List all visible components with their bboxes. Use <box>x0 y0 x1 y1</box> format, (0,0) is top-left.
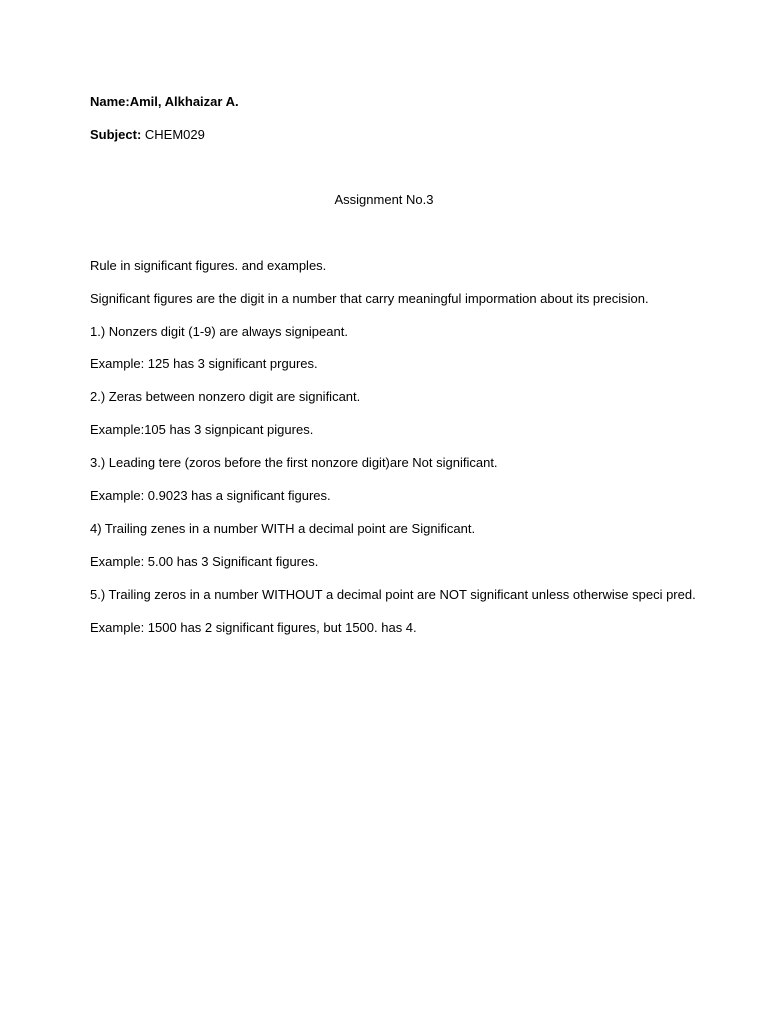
rule-4: 4) Trailing zenes in a number WITH a decimal point are Significant. <box>90 521 476 536</box>
example-3: Example: 0.9023 has a significant figures. <box>90 488 331 503</box>
student-name: Name:Amil, Alkhaizar A. <box>90 94 239 109</box>
example-2: Example:105 has 3 signpicant pigures. <box>90 422 314 437</box>
rule-5: 5.) Trailing zeros in a number WITHOUT a decimal point are NOT significant unless otherwise speci pred. <box>90 587 696 602</box>
paragraph-intro-heading: Rule in significant figures. and examples. <box>90 258 327 273</box>
assignment-title: Assignment No.3 <box>334 192 434 207</box>
paragraph-definition: Significant figures are the digit in a number that carry meaningful impormation about its precision. <box>90 291 649 306</box>
rule-2: 2.) Zeras between nonzero digit are significant. <box>90 389 361 404</box>
subject-value: CHEM029 <box>141 127 205 142</box>
rule-1: 1.) Nonzers digit (1-9) are always signipeant. <box>90 324 348 339</box>
example-4: Example: 5.00 has 3 Significant figures. <box>90 554 319 569</box>
subject-line <box>90 127 205 143</box>
example-1: Example: 125 has 3 significant prgures. <box>90 356 318 371</box>
subject-label: Subject: <box>90 127 142 142</box>
rule-3: 3.) Leading tere (zoros before the first nonzore digit)are Not significant. <box>90 455 498 470</box>
example-5: Example: 1500 has 2 significant figures, but 1500. has 4. <box>90 620 417 635</box>
